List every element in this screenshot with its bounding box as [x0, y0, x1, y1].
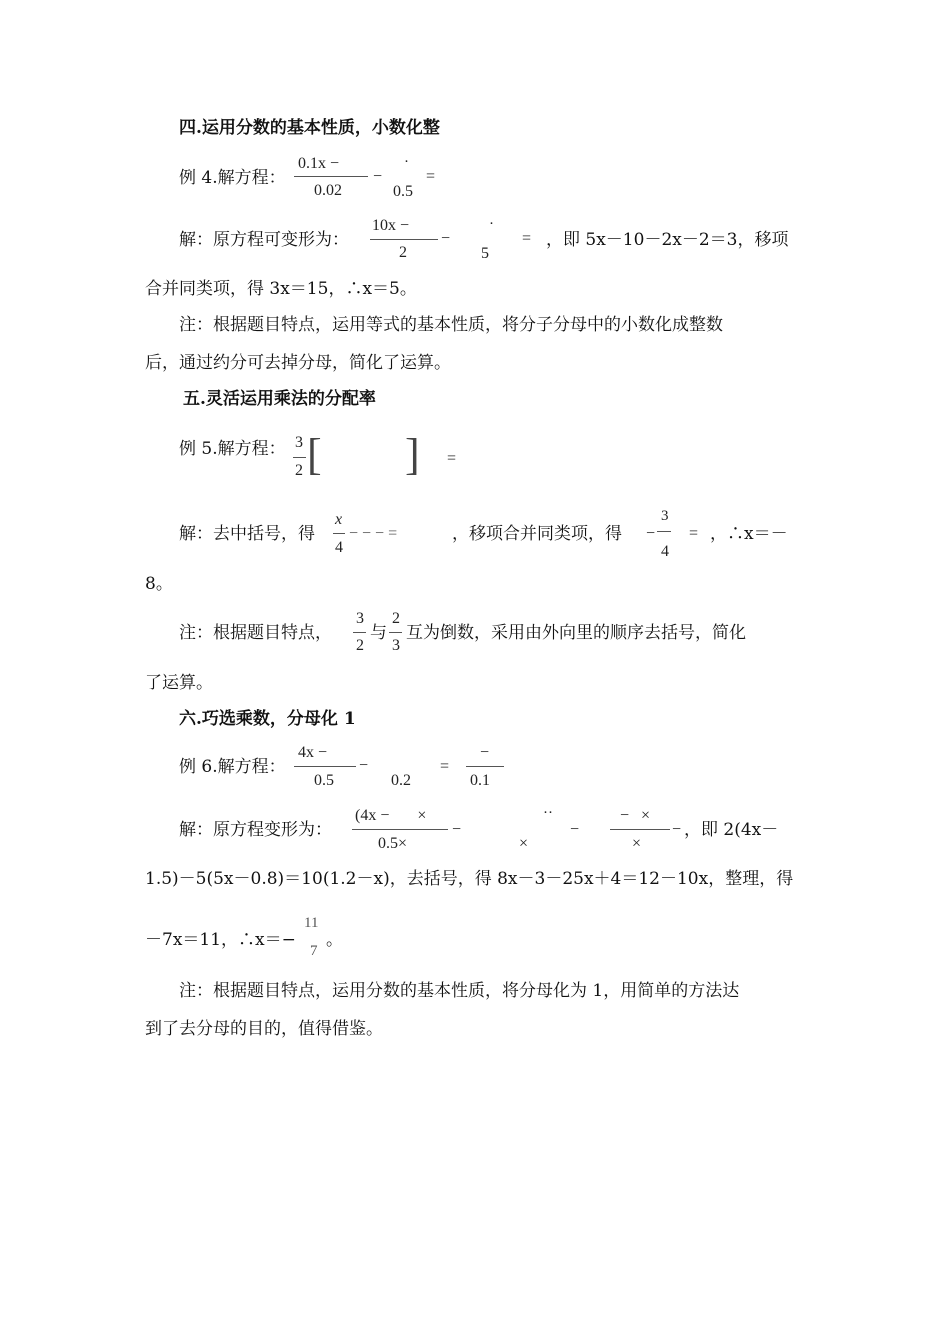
fraction-bar	[293, 457, 306, 458]
note-4-line2: 后，通过约分可去掉分母，简化了运算。	[145, 353, 451, 373]
minus-sign: −	[570, 821, 580, 838]
fraction-bar	[353, 632, 366, 633]
fraction-denominator: ×	[632, 835, 642, 852]
minus-sign: −	[672, 821, 682, 838]
equals-sign: =	[522, 230, 532, 247]
conjunction-text: 与	[370, 623, 387, 643]
example-6-label: 例 6.解方程：	[179, 757, 286, 777]
solution-6-tail: ，即 2(4x－	[684, 820, 779, 840]
fraction-denominator: ×	[519, 835, 529, 852]
fraction-numerator: ··	[543, 805, 553, 821]
fraction-numerator: −	[480, 744, 490, 761]
fraction-denominator: 0.1	[470, 772, 490, 789]
fraction-denominator: 0.5×	[378, 835, 408, 852]
note-6-line2: 到了去分母的目的，值得借鉴。	[145, 1019, 383, 1039]
fraction-denominator: 3	[392, 637, 400, 654]
fraction-denominator: 0.5	[314, 772, 334, 789]
minus-sign: −	[452, 821, 462, 838]
solution-6-lead: 解：原方程变形为：	[179, 820, 332, 840]
fraction-numerator: 2	[392, 610, 400, 627]
equals-sign: =	[689, 525, 699, 542]
fraction-denominator: 7	[310, 943, 318, 959]
fraction-denominator: 2	[399, 244, 407, 261]
fraction-numerator: − ×	[620, 807, 651, 824]
section-4-heading: 四.运用分数的基本性质，小数化整	[179, 118, 440, 138]
minus-sign: −	[373, 168, 383, 185]
fraction-bar	[657, 531, 671, 532]
minus-sign: −	[359, 757, 369, 774]
solution-6-line2: 1.5)－5(5x－0.8)＝10(1.2－x)，去括号，得 8x－3－25x＋4＝12－10x，整理，得	[145, 869, 794, 889]
operators: − − − =	[349, 525, 398, 542]
section-6-heading: 六.巧选乘数，分母化 1	[179, 709, 356, 729]
minus-sign: −	[646, 525, 656, 542]
left-bracket: [	[307, 430, 322, 479]
solution-5-tail: ，∴x＝－	[710, 524, 788, 544]
solution-4-line2: 合并同类项，得 3x＝15，∴x＝5。	[145, 279, 417, 299]
fraction-bar	[294, 176, 368, 177]
solution-6-line3: －7x＝11，∴x＝−	[145, 930, 296, 950]
fraction-bar	[333, 533, 345, 534]
example-4-label: 例 4.解方程：	[179, 168, 286, 188]
solution-6-line3-tail: 。	[326, 930, 343, 950]
fraction-numerator: 0.1x −	[298, 155, 340, 172]
fraction-numerator: 3	[661, 508, 669, 524]
equals-sign: =	[440, 758, 450, 775]
equals-sign: =	[447, 450, 457, 467]
fraction-denominator: 0.2	[391, 772, 411, 789]
minus-sign: −	[441, 230, 451, 247]
note-4-line1: 注：根据题目特点，运用等式的基本性质，将分子分母中的小数化成整数	[179, 315, 723, 335]
fraction-denominator: 5	[481, 245, 489, 262]
note-5-line2: 了运算。	[145, 673, 213, 693]
fraction-denominator: 2	[356, 637, 364, 654]
fraction-numerator: 10x −	[372, 217, 410, 234]
fraction-bar	[466, 766, 504, 767]
fraction-bar	[294, 766, 356, 767]
solution-5-mid: ，移项合并同类项，得	[452, 524, 622, 544]
fraction-numerator: x	[335, 511, 343, 528]
note-5-tail: 互为倒数，采用由外向里的顺序去括号，简化	[406, 623, 746, 643]
solution-4-lead: 解：原方程可变形为：	[179, 230, 349, 250]
fraction-bar	[389, 632, 402, 633]
fraction-numerator: 4x −	[298, 744, 328, 761]
solution-4-tail: ，即 5x－10－2x－2＝3，移项	[546, 230, 789, 250]
example-5-label: 例 5.解方程：	[179, 439, 286, 459]
fraction-denominator: 4	[661, 543, 669, 560]
solution-5-lead: 解：去中括号，得	[179, 524, 315, 544]
equals-sign: =	[426, 168, 436, 185]
note-5-lead: 注：根据题目特点，	[179, 623, 332, 643]
fraction-denominator: 2	[295, 462, 303, 479]
note-6-line1: 注：根据题目特点，运用分数的基本性质，将分母化为 1，用简单的方法达	[179, 981, 740, 1001]
fraction-numerator: 3	[356, 610, 364, 627]
fraction-denominator: 0.02	[314, 182, 342, 199]
right-bracket: ]	[405, 430, 420, 479]
fraction-numerator: ·	[404, 154, 409, 170]
section-5-heading: 五.灵活运用乘法的分配率	[183, 389, 376, 409]
fraction-bar	[610, 829, 670, 830]
fraction-numerator: 3	[295, 434, 303, 451]
fraction-numerator: ·	[489, 216, 494, 232]
fraction-denominator: 4	[335, 539, 343, 556]
fraction-numerator: (4x − ×	[355, 807, 427, 824]
fraction-bar	[370, 239, 438, 240]
fraction-denominator: 0.5	[393, 183, 413, 200]
fraction-bar	[352, 829, 448, 830]
fraction-numerator: 11	[304, 915, 319, 931]
solution-5-line2: 8。	[145, 574, 173, 594]
